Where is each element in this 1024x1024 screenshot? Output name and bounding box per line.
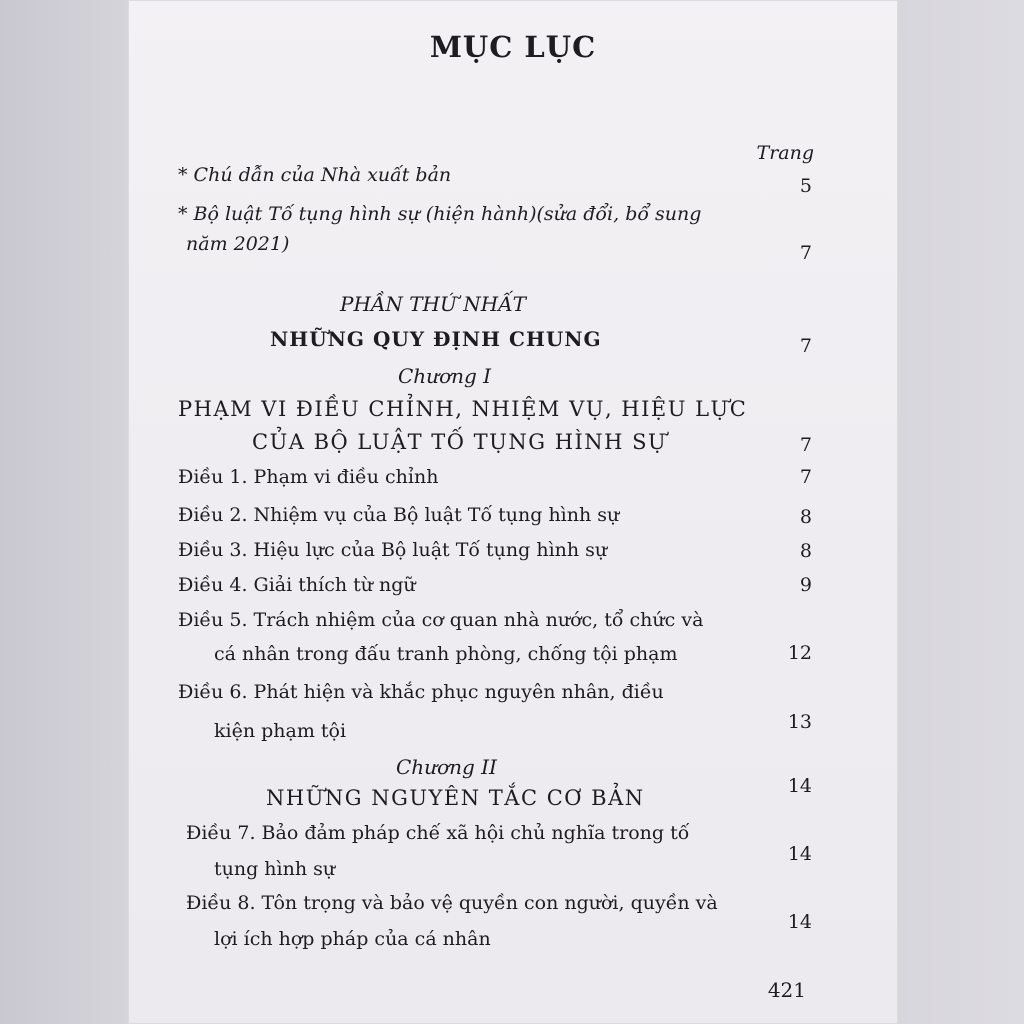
toc-article-page: 13 xyxy=(787,711,812,733)
page-title: MỤC LỤC xyxy=(429,30,597,64)
toc-article-cont: lợi ích hợp pháp của cá nhân xyxy=(214,928,491,950)
toc-article-cont: cá nhân trong đấu tranh phòng, chống tội phạm xyxy=(214,643,678,665)
toc-article: Điều 5. Trách nhiệm của cơ quan nhà nước, tổ chức và xyxy=(178,609,704,631)
chapter-label: Chương II xyxy=(396,755,497,779)
chapter-page: 14 xyxy=(787,775,812,797)
page-column-header: Trang xyxy=(756,142,814,164)
toc-article-cont: kiện phạm tội xyxy=(214,720,347,742)
toc-article: Điều 6. Phát hiện và khắc phục nguyên nhân, điều xyxy=(178,681,664,703)
toc-entry-page: 5 xyxy=(799,175,812,197)
page-number: 421 xyxy=(767,978,806,1002)
book-page xyxy=(128,0,898,1024)
toc-article-page: 8 xyxy=(799,540,812,562)
toc-article: Điều 2. Nhiệm vụ của Bộ luật Tố tụng hình sự xyxy=(178,504,620,526)
toc-entry-text-cont: năm 2021) xyxy=(186,233,290,255)
toc-article-page: 14 xyxy=(787,843,812,865)
chapter-label: Chương I xyxy=(398,364,492,388)
toc-article-page: 9 xyxy=(799,574,812,596)
toc-article-page: 7 xyxy=(799,466,812,488)
toc-entry-text: * Bộ luật Tố tụng hình sự (hiện hành)(sửa đổi, bổ sung xyxy=(178,203,702,225)
toc-article-page: 8 xyxy=(799,506,812,528)
chapter-title: NHỮNG NGUYÊN TẮC CƠ BẢN xyxy=(266,786,645,810)
toc-article: Điều 3. Hiệu lực của Bộ luật Tố tụng hình sự xyxy=(178,539,608,561)
toc-entry-text: * Chú dẫn của Nhà xuất bản xyxy=(178,164,452,186)
toc-article-page: 12 xyxy=(787,642,812,664)
chapter-title: PHẠM VI ĐIỀU CHỈNH, NHIỆM VỤ, HIỆU LỰC xyxy=(178,397,748,421)
toc-article-page: 14 xyxy=(787,911,812,933)
chapter-title-cont: CỦA BỘ LUẬT TỐ TỤNG HÌNH SỰ xyxy=(252,430,668,454)
toc-article: Điều 8. Tôn trọng và bảo vệ quyền con người, quyền và xyxy=(186,892,718,914)
toc-article-cont: tụng hình sự xyxy=(214,858,336,880)
adjacent-page-left xyxy=(0,0,128,1024)
chapter-page: 7 xyxy=(799,434,812,456)
show-through-text xyxy=(778,0,1024,1024)
toc-article: Điều 4. Giải thích từ ngữ xyxy=(178,574,416,596)
part-page: 7 xyxy=(799,335,812,357)
part-title: NHỮNG QUY ĐỊNH CHUNG xyxy=(270,327,602,351)
part-label: PHẦN THỨ NHẤT xyxy=(340,292,526,316)
toc-article: Điều 1. Phạm vi điều chỉnh xyxy=(178,466,439,488)
toc-article: Điều 7. Bảo đảm pháp chế xã hội chủ nghĩa trong tố xyxy=(186,822,690,844)
toc-entry-page: 7 xyxy=(799,242,812,264)
